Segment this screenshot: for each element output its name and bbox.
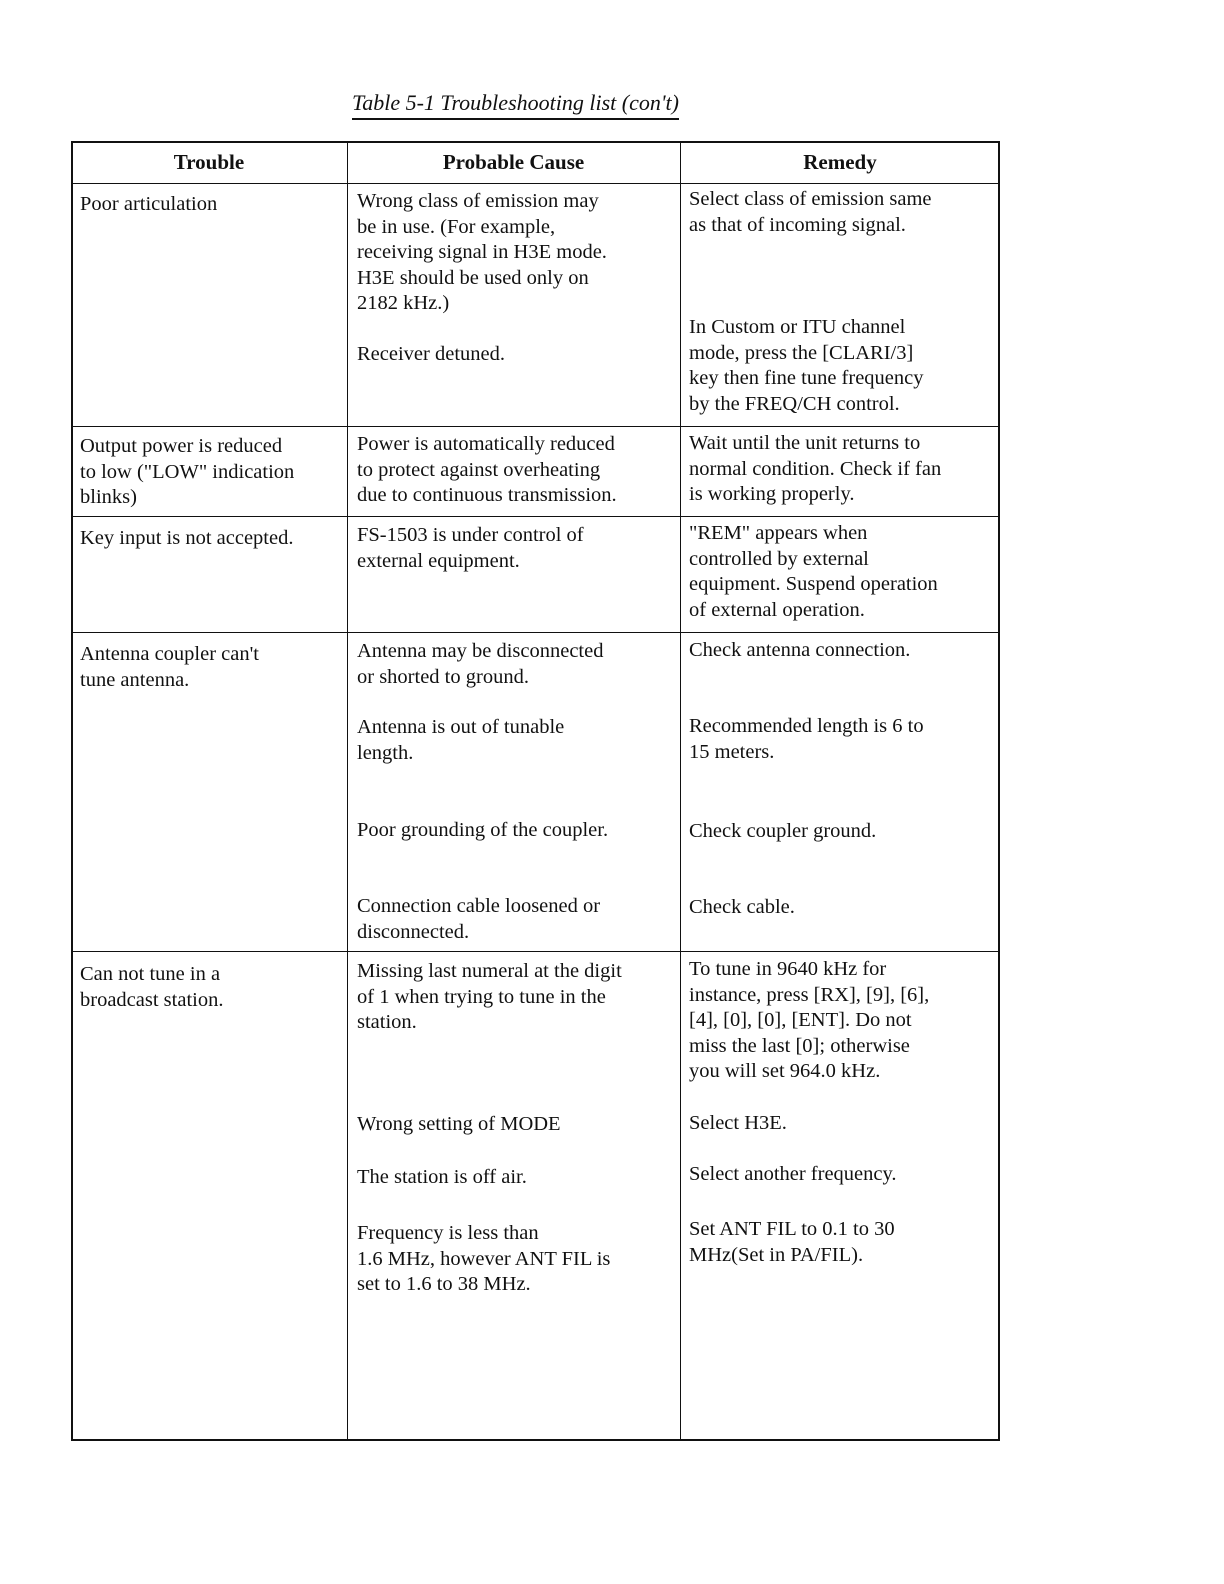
cause-text: Power is automatically reduced to protect against overheating due to continuous transmission. bbox=[357, 433, 617, 506]
cause-text: Poor grounding of the coupler. bbox=[357, 819, 609, 841]
trouble-cell: Poor articulation bbox=[80, 193, 218, 215]
header-probable-cause: Probable Cause bbox=[442, 150, 585, 174]
cause-text: FS-1503 is under control of external equipment. bbox=[357, 524, 584, 572]
remedy-text: Check antenna connection. bbox=[689, 639, 911, 661]
remedy-text: Check coupler ground. bbox=[689, 820, 877, 842]
column-divider bbox=[347, 141, 348, 1441]
remedy-text: "REM" appears when controlled by external equipment. Suspend operation of external operation. bbox=[689, 522, 938, 621]
remedy-text: Select H3E. bbox=[689, 1112, 787, 1134]
row-divider bbox=[71, 426, 1000, 427]
cause-text: Missing last numeral at the digit of 1 when trying to tune in the station. bbox=[357, 960, 622, 1033]
remedy-text: Set ANT FIL to 0.1 to 30 MHz(Set in PA/FIL). bbox=[689, 1218, 895, 1266]
cause-text: Connection cable loosened or disconnected. bbox=[357, 895, 601, 943]
remedy-text: Wait until the unit returns to normal condition. Check if fan is working properly. bbox=[689, 432, 942, 505]
remedy-text: Recommended length is 6 to 15 meters. bbox=[689, 715, 924, 763]
remedy-text: To tune in 9640 kHz for instance, press [RX], [9], [6], [4], [0], [0], [ENT]. Do not miss the last [0]; otherwise you will set 964.0 kHz. bbox=[689, 958, 930, 1082]
cause-text: Receiver detuned. bbox=[357, 343, 505, 365]
cause-text: Antenna is out of tunable length. bbox=[357, 716, 565, 764]
trouble-cell: Output power is reduced to low ("LOW" indication blinks) bbox=[80, 435, 295, 508]
cause-text: Frequency is less than 1.6 MHz, however ANT FIL is set to 1.6 to 38 MHz. bbox=[357, 1222, 611, 1295]
cause-text: Wrong setting of MODE bbox=[357, 1113, 561, 1135]
row-divider bbox=[71, 632, 1000, 633]
column-divider bbox=[680, 141, 681, 1441]
row-divider bbox=[71, 516, 1000, 517]
cause-text: The station is off air. bbox=[357, 1166, 527, 1188]
header-remedy: Remedy bbox=[803, 150, 877, 174]
cause-text: Antenna may be disconnected or shorted to ground. bbox=[357, 640, 604, 688]
cause-text: Wrong class of emission may be in use. (For example, receiving signal in H3E mode. H3E should be used only on 2182 kHz.) bbox=[357, 190, 607, 314]
table-caption: Table 5-1 Troubleshooting list (con't) bbox=[352, 90, 679, 120]
header-trouble: Trouble bbox=[173, 150, 245, 174]
trouble-cell: Key input is not accepted. bbox=[80, 527, 294, 549]
remedy-text: In Custom or ITU channel mode, press the [CLARI/3] key then fine tune frequency by the FREQ/CH control. bbox=[689, 316, 924, 415]
remedy-text: Check cable. bbox=[689, 896, 795, 918]
trouble-cell: Can not tune in a broadcast station. bbox=[80, 963, 224, 1011]
remedy-text: Select class of emission same as that of incoming signal. bbox=[689, 188, 932, 236]
remedy-text: Select another frequency. bbox=[689, 1163, 897, 1185]
row-divider bbox=[71, 183, 1000, 184]
trouble-cell: Antenna coupler can't tune antenna. bbox=[80, 643, 260, 691]
row-divider bbox=[71, 951, 1000, 952]
